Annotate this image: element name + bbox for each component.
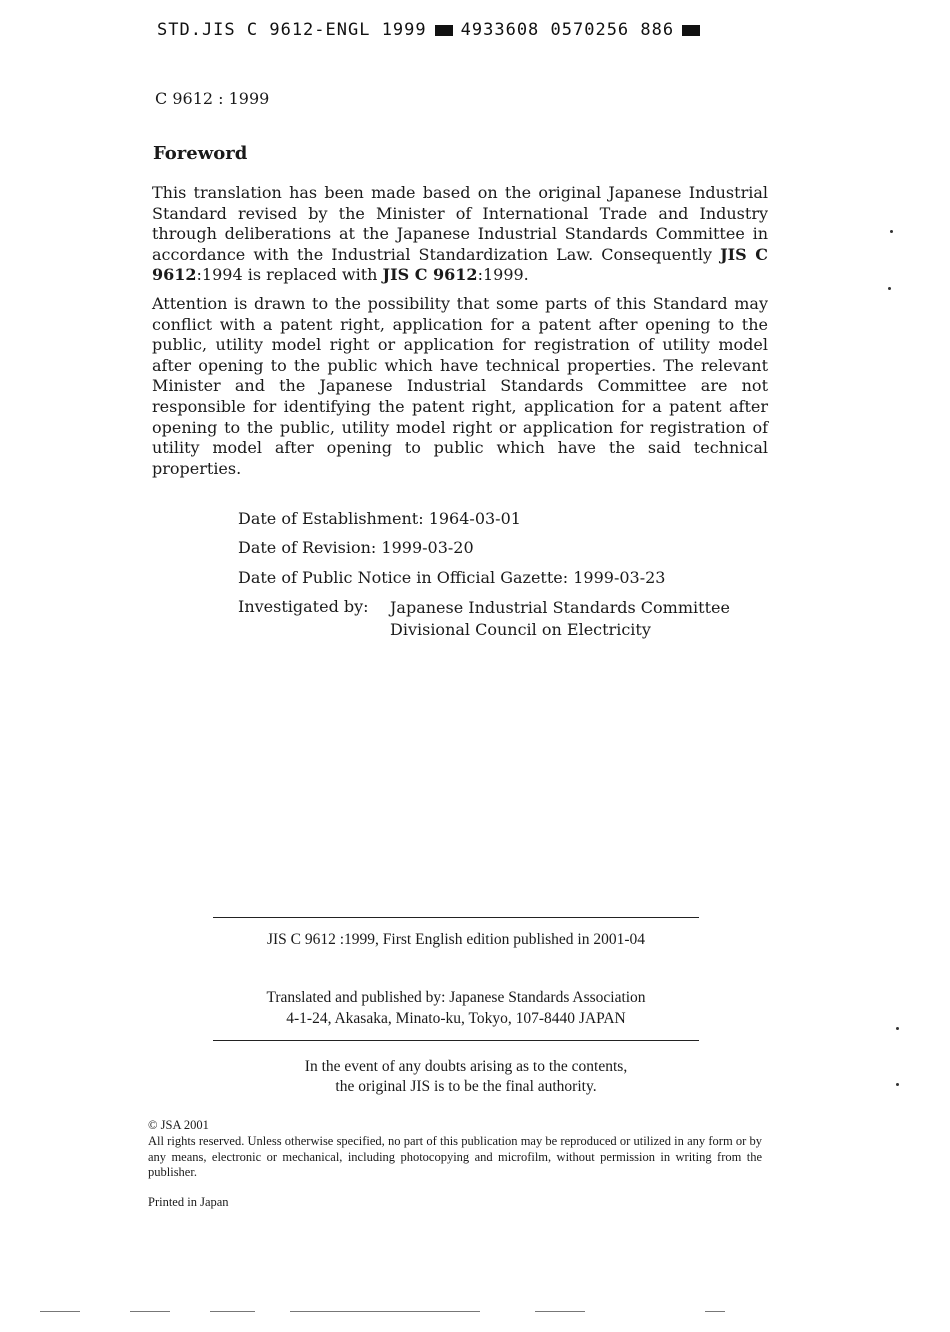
foreword-paragraph-2: Attention is drawn to the possibility that some parts of this Standard may conflict with a patent right, application for a patent after opening to the public, utility model right or application for registration of utility model after opening to the public which have technical properties. The relevant Minister and the Japanese Industrial Standards Committee are not responsible for identifying the patent right, application for a patent after opening to the public, utility model right or application for registration of utility model after opening to public which have the said technical properties. (152, 294, 768, 478)
paragraph1-mid: :1994 is replaced with (196, 265, 383, 285)
foreword-paragraph-1 (152, 183, 768, 286)
scan-edge-line (705, 1311, 725, 1312)
black-bar-mark (435, 25, 453, 36)
rights-statement: All rights reserved. Unless otherwise specified, no part of this publication may be reproduced or utilized in any form or by any means, electronic or mechanical, including photocopying and microfilm, without permission in writing from the publisher. (148, 1134, 762, 1179)
scan-edge-line (535, 1311, 585, 1312)
date-of-revision: Date of Revision: 1999-03-20 (238, 538, 474, 557)
printed-in-line: Printed in Japan (148, 1195, 229, 1209)
scan-edge-line (130, 1311, 170, 1312)
scan-speck (888, 287, 891, 290)
scan-edge-line (290, 1311, 480, 1312)
foreword-heading: Foreword (153, 143, 248, 164)
investigated-line-2: Divisional Council on Electricity (390, 620, 651, 639)
black-bar-mark (682, 25, 700, 36)
edition-line: JIS C 9612 :1999, First English edition published in 2001-04 (266, 931, 646, 948)
standard-ref-new: JIS C 9612 (382, 265, 478, 285)
scan-speck (896, 1083, 899, 1086)
scan-edge-line (210, 1311, 255, 1312)
investigated-line-1: Japanese Industrial Standards Committee (390, 598, 730, 617)
copyright-notice: © JSA 2001 (148, 1118, 209, 1132)
scan-header-stamp (157, 20, 708, 40)
doubt-notice-line-2: the original JIS is to be the final authority. (335, 1078, 597, 1095)
date-of-establishment: Date of Establishment: 1964-03-01 (238, 509, 521, 528)
investigated-by-value (390, 597, 730, 641)
document-number: C 9612 : 1999 (155, 89, 270, 108)
paragraph1-post: :1999. (477, 265, 529, 285)
translated-by-line: Translated and published by: Japanese Standards Association (266, 989, 646, 1006)
divider-bottom (213, 1040, 699, 1041)
stamp-left-text: STD.JIS C 9612-ENGL 1999 (157, 20, 427, 40)
standard-ref-old: JIS C 9612 (152, 244, 768, 285)
date-of-public-notice: Date of Public Notice in Official Gazette: 1999-03-23 (238, 568, 666, 587)
scan-speck (896, 1027, 899, 1030)
investigated-by-label: Investigated by: (238, 597, 369, 616)
scan-speck (890, 230, 893, 233)
divider-top (213, 917, 699, 918)
scan-edge-line (40, 1311, 80, 1312)
doubt-notice-line-1: In the event of any doubts arising as to the contents, (304, 1058, 628, 1075)
address-line: 4-1-24, Akasaka, Minato-ku, Tokyo, 107-8440 JAPAN (286, 1010, 626, 1027)
paragraph1-pre: This translation has been made based on the original Japanese Industrial Standard revised by the Minister of International Trade and Industry through deliberations at the Japanese Industrial Standards Committee in accordance with the Industrial Standardization Law. Consequently (152, 183, 768, 264)
stamp-right-text: 4933608 0570256 886 (460, 20, 675, 40)
